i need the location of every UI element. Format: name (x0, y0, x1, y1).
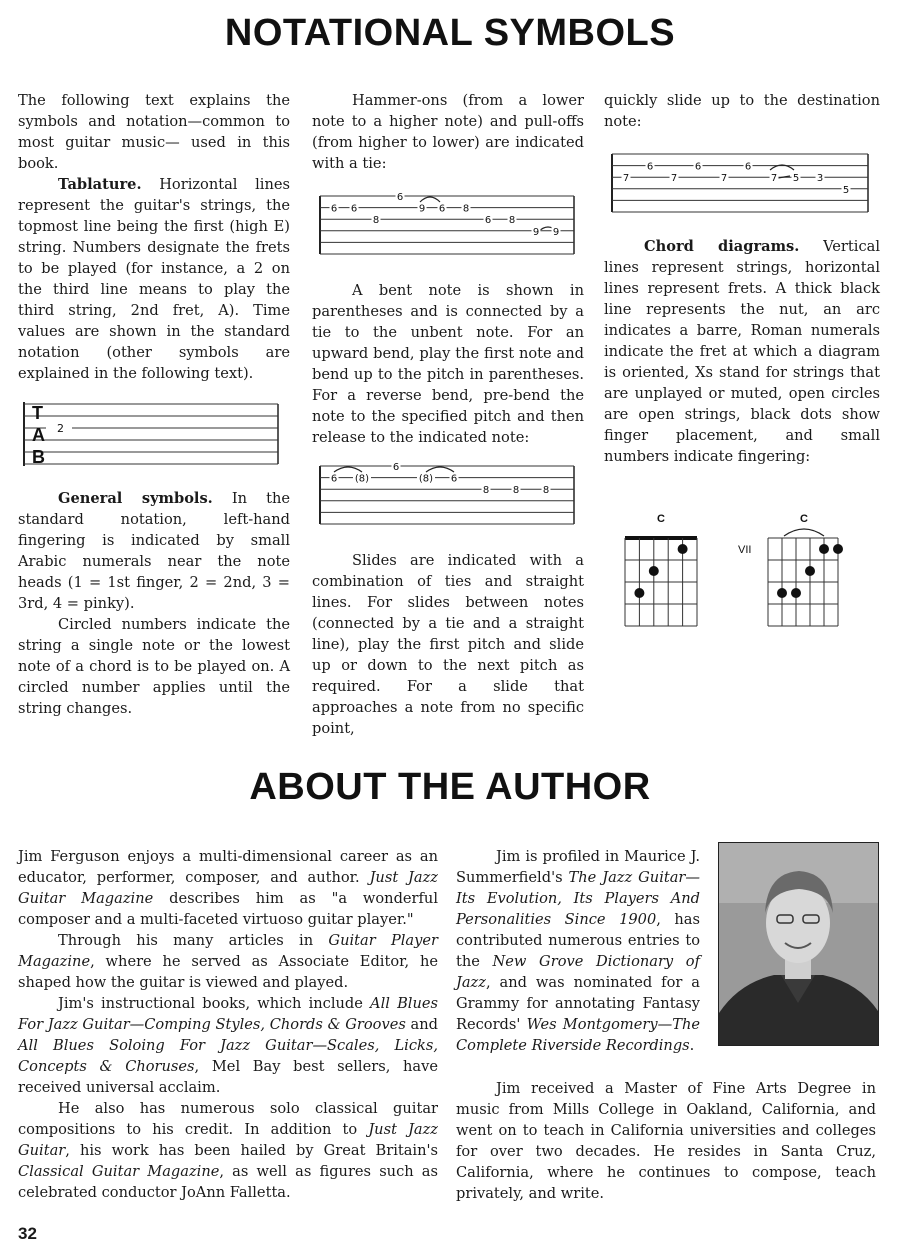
general-symbols-text: In the standard notation, left-hand fingering is indicated by small Arabic numerals near the note heads (1 = 1st finger, 2 = 2nd, 3 = 3rd, 4 = pinky). (18, 490, 290, 612)
section-title: NOTATIONAL SYMBOLS (224, 12, 676, 54)
fret-number: 7 (770, 173, 778, 185)
author-paragraph-3 (18, 993, 438, 1098)
author-paragraph-4 (18, 1098, 438, 1203)
fret-number: 6 (330, 473, 338, 485)
fret-number: 6 (396, 192, 404, 203)
tab-letter-t: T (32, 403, 43, 423)
fret-number: 7 (622, 173, 630, 185)
intro-paragraph: The following text explains the symbols and notation—common to most guitar music— used in this book. (18, 92, 290, 172)
notation-column-3 (604, 90, 880, 132)
author-paragraph-2 (18, 930, 438, 993)
fret-number: 7 (720, 173, 728, 185)
fret-number: 6 (350, 203, 358, 215)
text: Jim Ferguson enjoys a multi-dimensional career as an educator, performer, composer, and author. (18, 848, 438, 886)
finger-dot (649, 566, 659, 576)
finger-dot (791, 588, 801, 598)
fret-number: (8) (354, 473, 370, 485)
fret-number: 8 (372, 215, 380, 227)
tab-letter-b: B (32, 447, 45, 467)
magazine-title: Guitar Player Magazine (18, 932, 438, 970)
fret-number: 8 (462, 203, 470, 215)
book-title: All Blues For Jazz Guitar—Comping Styles, Chords & Grooves (18, 995, 438, 1033)
notation-column-2 (312, 90, 584, 174)
book-title: The Jazz Guitar—Its Evolution, Its Players And Personalities Since 1900 (456, 869, 700, 928)
fret-number: 5 (792, 173, 800, 185)
tab-letter-a: A (32, 425, 45, 445)
fret-number: 8 (482, 485, 490, 497)
text: , has contributed numerous entries to the (456, 911, 700, 970)
about-author-heading (0, 768, 900, 806)
fret-number: 6 (484, 215, 492, 227)
text: , as well as figures such as celebrated conductor JoAnn Falletta. (18, 1163, 438, 1201)
notational-symbols-heading (0, 14, 900, 52)
text: , Mel Bay best sellers, have received universal acclaim. (18, 1058, 439, 1096)
fret-number: 6 (744, 161, 752, 173)
tablature-heading: Tablature. (58, 176, 142, 193)
finger-dot (805, 566, 815, 576)
text: , where he served as Associate Editor, he shaped how the guitar is viewed and played. (18, 953, 438, 991)
album-title: Wes Montgomery—The Complete Riverside Recordings (456, 1016, 700, 1054)
finger-dot (833, 544, 843, 554)
fret-number: 8 (508, 215, 516, 227)
general-symbols-heading: General symbols. (58, 490, 213, 507)
finger-dot (678, 544, 688, 554)
finger-dot (819, 544, 829, 554)
text: and (405, 1016, 438, 1033)
general-symbols-paragraph (18, 488, 290, 614)
finger-dot (634, 588, 644, 598)
slides-paragraph: Slides are indicated with a combination of ties and straight lines. For slides between notes (connected by a tie and a straight line), play the first pitch and slide up or down to the next pitch as required. For a slide that approaches a note from no specific point, (312, 552, 584, 737)
fret-number: 6 (392, 462, 400, 473)
book-title: New Grove Dictionary of Jazz (456, 953, 700, 991)
fret-number: 6 (694, 161, 702, 173)
author-column-2b (456, 1078, 876, 1204)
fret-number: (8) (418, 473, 434, 485)
page-number: 32 (18, 1224, 37, 1243)
section-title: ABOUT THE AUTHOR (249, 766, 651, 808)
notation-column-2b (312, 280, 584, 448)
text: Through his many articles in (58, 932, 329, 949)
notation-column-1 (18, 90, 290, 384)
text: describes him as "a wonderful composer and a multi-faceted virtuoso guitar player." (18, 890, 438, 928)
fret-number: 8 (542, 485, 550, 497)
chord-diagram-c-vii (736, 508, 856, 632)
finger-dot (777, 588, 787, 598)
chord-diagrams-heading: Chord diagrams. (644, 238, 800, 255)
hammer-ons-paragraph: Hammer-ons (from a lower note to a higher note) and pull-offs (from higher to lower) are indicated with a tie: (312, 92, 584, 172)
chord-diagrams-paragraph (604, 236, 880, 467)
author-column-1 (18, 846, 438, 1203)
author-paragraph-6: Jim received a Master of Fine Arts Degree in music from Mills College in Oakland, California, and went on to teach in California universities and colleges for over two decades. He resides in Santa Cruz, California, where he continues to compose, teach privately, and write. (456, 1080, 876, 1202)
tablature-text: Horizontal lines represent the guitar's strings, the topmost line being the first (high E) string. Numbers designate the frets to be played (for instance, a 2 on the third line means to play the third string, 2nd fret, A). Time values are shown in the standard notation (other symbols are explained in the following text). (18, 176, 290, 382)
text: He also has numerous solo classical guitar compositions to his credit. In addition to (18, 1100, 438, 1138)
author-photo (718, 842, 879, 1046)
slide-continuation: quickly slide up to the destination note: (604, 92, 880, 130)
fret-number: 9 (532, 226, 540, 238)
fret-number: 9 (418, 203, 426, 215)
book-title: All Blues Soloing For Jazz Guitar—Scales, Licks, Concepts & Choruses (18, 1037, 438, 1075)
text: , his work has been hailed by Great Britain's (65, 1142, 438, 1159)
chord-diagrams-text: Vertical lines represent strings, horizontal lines represent frets. A thick black line represents the nut, an arc indicates a barre, Roman numerals indicate the fret at which a diagram is oriented, Xs stand for strings that are unplayed or muted, open circles are open strings, black dots show finger placement, and small numbers indicate fingering: (604, 238, 880, 465)
chord-name: C (657, 513, 665, 525)
fret-number: 3 (816, 173, 824, 185)
author-column-2 (456, 846, 700, 1056)
magazine-title: Classical Guitar Magazine (18, 1163, 220, 1180)
notation-column-1b (18, 488, 290, 719)
text: Jim's instructional books, which include (58, 995, 371, 1012)
fret-position: VII (738, 544, 752, 556)
fret-number: 6 (438, 203, 446, 215)
magazine-title: Just Jazz Guitar (18, 1121, 438, 1159)
text: Jim is profiled in Maurice J. Summerfield's (456, 848, 700, 886)
bend-example (318, 462, 578, 528)
fret-number: 6 (330, 203, 338, 215)
author-paragraph-1 (18, 846, 438, 930)
chord-diagram-c-open (616, 508, 706, 632)
author-paragraph-5 (456, 846, 700, 1056)
fret-number: 6 (450, 473, 458, 485)
tablature-paragraph (18, 174, 290, 384)
fret-number: 7 (670, 173, 678, 185)
notation-column-2c (312, 550, 584, 739)
tab-fret-number: 2 (57, 422, 64, 435)
bent-note-paragraph: A bent note is shown in parentheses and is connected by a tie to the unbent note. For an upward bend, play the first note and bend up to the pitch in parentheses. For a reverse bend, pre-bend the note to the specified pitch and then release to the indicated note: (312, 282, 584, 446)
fret-number: 5 (842, 184, 850, 196)
tab-example (20, 398, 282, 470)
chord-name: C (800, 513, 808, 525)
circled-numbers-paragraph: Circled numbers indicate the string a single note or the lowest note of a chord is to be played on. A circled number applies until the string changes. (18, 616, 290, 717)
notation-column-3b (604, 236, 880, 467)
magazine-title: Just Jazz Guitar Magazine (18, 869, 438, 907)
text: . (689, 1037, 695, 1054)
fret-number: 8 (512, 485, 520, 497)
hammer-on-example (318, 192, 578, 258)
fret-number: 9 (552, 226, 560, 238)
text: , and was nominated for a Grammy for annotating Fantasy Records' (456, 974, 700, 1033)
slide-example (610, 150, 872, 216)
fret-number: 6 (646, 161, 654, 173)
